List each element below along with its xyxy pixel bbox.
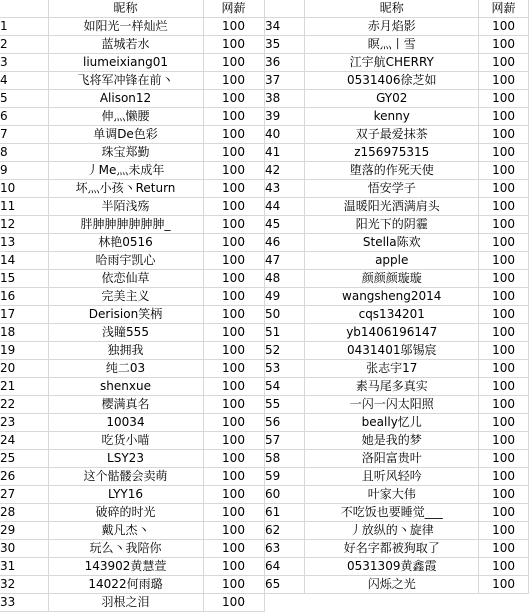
salary-cell[interactable]: 100	[479, 306, 529, 324]
nickname-cell[interactable]: 张志宇17	[305, 360, 479, 378]
table-row	[0, 234, 264, 252]
nickname-cell[interactable]: 14022何雨璐	[48, 576, 203, 594]
nickname-cell[interactable]: 江宇航CHERRY	[305, 54, 479, 72]
row-number-cell[interactable]: 34	[265, 18, 305, 36]
row-number-cell[interactable]: 21	[0, 378, 48, 396]
table-row	[265, 234, 529, 252]
row-number-cell[interactable]: 15	[0, 270, 48, 288]
nickname-cell[interactable]: 0431401邬锡宸	[305, 342, 479, 360]
header-salary[interactable]: 网薪	[479, 0, 529, 18]
nickname-cell[interactable]: 玩么丶我陪你	[48, 540, 203, 558]
nickname-cell[interactable]: 这个骷髅会卖萌	[48, 468, 203, 486]
nickname-cell[interactable]: 独拥我	[48, 342, 203, 360]
salary-cell[interactable]: 100	[479, 576, 529, 594]
table-row	[265, 396, 529, 414]
table-row	[0, 216, 264, 234]
nickname-cell[interactable]: 堕落的作死天使	[305, 162, 479, 180]
nickname-cell[interactable]: 好名字都被狗取了	[305, 540, 479, 558]
nickname-cell[interactable]: z156975315	[305, 144, 479, 162]
salary-cell[interactable]: 100	[479, 72, 529, 90]
salary-cell[interactable]: 100	[479, 504, 529, 522]
table-row	[0, 306, 264, 324]
nickname-cell[interactable]: shenxue	[48, 378, 203, 396]
nickname-cell[interactable]: wangsheng2014	[305, 288, 479, 306]
nickname-cell[interactable]: 赤月焰影	[305, 18, 479, 36]
table-row	[265, 252, 529, 270]
row-number-cell[interactable]: 43	[265, 180, 305, 198]
header-nickname[interactable]: 昵称	[305, 0, 479, 18]
salary-cell[interactable]: 100	[479, 270, 529, 288]
table-row	[0, 540, 264, 558]
salary-cell[interactable]: 100	[203, 450, 264, 468]
nickname-cell[interactable]: 她是我的梦	[305, 432, 479, 450]
header-row	[0, 0, 264, 18]
table-row	[0, 450, 264, 468]
nickname-cell[interactable]: 阳光下的阴霾	[305, 216, 479, 234]
nickname-cell[interactable]: 10034	[48, 414, 203, 432]
row-number-cell[interactable]: 26	[0, 468, 48, 486]
row-number-cell[interactable]: 49	[265, 288, 305, 306]
nickname-cell[interactable]: 丿Me灬未成年	[48, 162, 203, 180]
table-row	[265, 450, 529, 468]
row-number-cell[interactable]: 14	[0, 252, 48, 270]
row-number-cell[interactable]: 2	[0, 36, 48, 54]
salary-cell[interactable]: 100	[479, 252, 529, 270]
nickname-cell[interactable]: 哈雨宇凯心	[48, 252, 203, 270]
row-number-cell[interactable]: 55	[265, 396, 305, 414]
nickname-cell[interactable]: 破碎的时光	[48, 504, 203, 522]
nickname-cell[interactable]: 洛阳富贵叶	[305, 450, 479, 468]
salary-cell[interactable]: 100	[203, 342, 264, 360]
table-row	[0, 432, 264, 450]
row-number-cell[interactable]: 4	[0, 72, 48, 90]
table-row	[0, 324, 264, 342]
row-number-cell[interactable]: 54	[265, 378, 305, 396]
salary-cell[interactable]: 100	[479, 198, 529, 216]
salary-cell[interactable]: 100	[479, 126, 529, 144]
row-number-cell[interactable]: 33	[0, 594, 48, 612]
salary-cell[interactable]: 100	[203, 414, 264, 432]
table-row	[0, 558, 264, 576]
salary-cell[interactable]: 100	[479, 486, 529, 504]
nickname-cell[interactable]: 林艳0516	[48, 234, 203, 252]
salary-cell[interactable]: 100	[479, 180, 529, 198]
nickname-cell[interactable]: 悟安学子	[305, 180, 479, 198]
row-number-cell[interactable]: 48	[265, 270, 305, 288]
table-row	[265, 558, 529, 576]
nickname-cell[interactable]: LSY23	[48, 450, 203, 468]
row-number-cell[interactable]: 50	[265, 306, 305, 324]
salary-cell[interactable]: 100	[203, 504, 264, 522]
table-row	[265, 306, 529, 324]
row-number-cell[interactable]: 32	[0, 576, 48, 594]
row-number-cell[interactable]: 63	[265, 540, 305, 558]
salary-cell[interactable]: 100	[203, 378, 264, 396]
table-row	[265, 72, 529, 90]
header-row	[265, 0, 529, 18]
row-number-cell[interactable]: 60	[265, 486, 305, 504]
row-number-cell[interactable]: 45	[265, 216, 305, 234]
salary-cell[interactable]: 100	[203, 306, 264, 324]
nickname-cell[interactable]: 温暖阳光洒满肩头	[305, 198, 479, 216]
row-number-cell[interactable]: 7	[0, 126, 48, 144]
row-number-cell[interactable]: 28	[0, 504, 48, 522]
nickname-cell[interactable]: 伸灬懒腰	[48, 108, 203, 126]
row-number-cell[interactable]: 65	[265, 576, 305, 594]
salary-cell[interactable]: 100	[479, 396, 529, 414]
salary-cell[interactable]: 100	[479, 216, 529, 234]
table-row	[0, 396, 264, 414]
row-number-cell[interactable]: 23	[0, 414, 48, 432]
row-number-cell[interactable]: 9	[0, 162, 48, 180]
salary-cell[interactable]: 100	[203, 288, 264, 306]
row-number-cell[interactable]: 47	[265, 252, 305, 270]
salary-cell[interactable]: 100	[203, 468, 264, 486]
salary-cell[interactable]: 100	[479, 432, 529, 450]
row-number-cell[interactable]: 16	[0, 288, 48, 306]
row-number-cell[interactable]: 3	[0, 54, 48, 72]
table-row	[265, 198, 529, 216]
salary-cell[interactable]: 100	[203, 180, 264, 198]
salary-cell[interactable]: 100	[479, 360, 529, 378]
nickname-cell[interactable]: 一闪一闪太阳照	[305, 396, 479, 414]
table-row	[0, 288, 264, 306]
nickname-cell[interactable]: Alison12	[48, 90, 203, 108]
salary-cell[interactable]: 100	[203, 432, 264, 450]
nickname-cell[interactable]: 胖胂胂胂胂胂胂_	[48, 216, 203, 234]
salary-cell[interactable]: 100	[203, 252, 264, 270]
table-row	[265, 432, 529, 450]
nickname-cell[interactable]: 且听风轻吟	[305, 468, 479, 486]
table-right	[265, 0, 529, 594]
salary-cell[interactable]: 100	[203, 54, 264, 72]
row-number-cell[interactable]: 8	[0, 144, 48, 162]
row-number-cell[interactable]: 42	[265, 162, 305, 180]
table-row	[265, 270, 529, 288]
table-row	[265, 576, 529, 594]
table-row	[265, 216, 529, 234]
table-row	[265, 342, 529, 360]
nickname-cell[interactable]: 颜颜颜璇璇	[305, 270, 479, 288]
salary-cell[interactable]: 100	[203, 126, 264, 144]
row-number-cell[interactable]: 38	[265, 90, 305, 108]
salary-cell[interactable]: 100	[203, 234, 264, 252]
nickname-cell[interactable]: 坏灬小孩丶Return	[48, 180, 203, 198]
nickname-cell[interactable]: kenny	[305, 108, 479, 126]
salary-cell[interactable]: 100	[479, 36, 529, 54]
row-number-cell[interactable]: 31	[0, 558, 48, 576]
nickname-cell[interactable]: apple	[305, 252, 479, 270]
nickname-cell[interactable]: 闪烁之光	[305, 576, 479, 594]
salary-cell[interactable]: 100	[479, 540, 529, 558]
row-number-cell[interactable]: 5	[0, 90, 48, 108]
row-number-cell[interactable]: 20	[0, 360, 48, 378]
table-row	[0, 162, 264, 180]
table-row	[0, 90, 264, 108]
table-row	[0, 144, 264, 162]
row-number-cell[interactable]: 58	[265, 450, 305, 468]
row-number-cell[interactable]: 41	[265, 144, 305, 162]
row-number-cell[interactable]: 13	[0, 234, 48, 252]
row-number-cell[interactable]: 61	[265, 504, 305, 522]
nickname-cell[interactable]: 樱满真名	[48, 396, 203, 414]
table-row	[0, 270, 264, 288]
table-row	[0, 342, 264, 360]
table-row	[265, 360, 529, 378]
salary-cell[interactable]: 100	[203, 324, 264, 342]
table-row	[0, 378, 264, 396]
nickname-cell[interactable]: yb1406196147	[305, 324, 479, 342]
row-number-cell[interactable]: 6	[0, 108, 48, 126]
nickname-cell[interactable]: 素马尾多真实	[305, 378, 479, 396]
salary-cell[interactable]: 100	[203, 486, 264, 504]
row-number-cell[interactable]: 46	[265, 234, 305, 252]
table-row	[265, 522, 529, 540]
salary-cell[interactable]: 100	[203, 144, 264, 162]
header-salary[interactable]: 网薪	[203, 0, 264, 18]
nickname-cell[interactable]: beally忆儿	[305, 414, 479, 432]
table-row	[0, 504, 264, 522]
row-number-cell[interactable]: 29	[0, 522, 48, 540]
table-row	[0, 108, 264, 126]
table-row	[265, 540, 529, 558]
row-number-cell[interactable]: 62	[265, 522, 305, 540]
table-row	[0, 198, 264, 216]
salary-cell[interactable]: 100	[479, 468, 529, 486]
nickname-cell[interactable]: 依恋仙草	[48, 270, 203, 288]
nickname-cell[interactable]: LYY16	[48, 486, 203, 504]
salary-cell[interactable]: 100	[203, 36, 264, 54]
salary-cell[interactable]: 100	[203, 90, 264, 108]
salary-cell[interactable]: 100	[479, 324, 529, 342]
nickname-cell[interactable]: 半陌浅殇	[48, 198, 203, 216]
salary-cell[interactable]: 100	[203, 576, 264, 594]
table-row	[265, 288, 529, 306]
salary-cell[interactable]: 100	[479, 108, 529, 126]
nickname-cell[interactable]: 飞将军冲锋在前丶	[48, 72, 203, 90]
nickname-cell[interactable]: 143902黄慧萱	[48, 558, 203, 576]
nickname-cell[interactable]: GY02	[305, 90, 479, 108]
nickname-cell[interactable]: 完美主义	[48, 288, 203, 306]
nickname-cell[interactable]: 0531309黄鑫霞	[305, 558, 479, 576]
row-number-cell[interactable]: 40	[265, 126, 305, 144]
salary-cell[interactable]: 100	[203, 198, 264, 216]
salary-cell[interactable]: 100	[203, 72, 264, 90]
row-number-cell[interactable]: 35	[265, 36, 305, 54]
nickname-cell[interactable]: 单调De色彩	[48, 126, 203, 144]
row-number-cell[interactable]: 25	[0, 450, 48, 468]
row-number-cell[interactable]: 17	[0, 306, 48, 324]
nickname-cell[interactable]: 双子最爱抹茶	[305, 126, 479, 144]
row-number-cell[interactable]: 44	[265, 198, 305, 216]
table-row	[265, 162, 529, 180]
row-number-cell[interactable]: 18	[0, 324, 48, 342]
nickname-cell[interactable]: cqs134201	[305, 306, 479, 324]
salary-cell[interactable]: 100	[203, 540, 264, 558]
table-row	[265, 108, 529, 126]
table-row	[0, 576, 264, 594]
table-row	[265, 504, 529, 522]
table-row	[265, 18, 529, 36]
row-number-cell[interactable]: 57	[265, 432, 305, 450]
header-index-cell[interactable]	[265, 0, 305, 18]
table-row	[265, 126, 529, 144]
salary-cell[interactable]: 100	[203, 270, 264, 288]
salary-cell[interactable]: 100	[479, 162, 529, 180]
table-right-body	[265, 18, 529, 594]
table-row	[265, 324, 529, 342]
table-row	[265, 180, 529, 198]
table-row	[0, 72, 264, 90]
salary-cell[interactable]: 100	[479, 414, 529, 432]
salary-cell[interactable]: 100	[203, 108, 264, 126]
row-number-cell[interactable]: 37	[265, 72, 305, 90]
table-row	[0, 252, 264, 270]
nickname-cell[interactable]: 如阳光一样灿烂	[48, 18, 203, 36]
salary-cell[interactable]: 100	[479, 90, 529, 108]
salary-cell[interactable]: 100	[479, 522, 529, 540]
nickname-cell[interactable]: 不吃饭也要睡觉___	[305, 504, 479, 522]
table-row	[265, 468, 529, 486]
table-row	[265, 144, 529, 162]
salary-cell[interactable]: 100	[203, 594, 264, 612]
table-row	[0, 36, 264, 54]
row-number-cell[interactable]: 1	[0, 18, 48, 36]
nickname-cell[interactable]: 浅瞳555	[48, 324, 203, 342]
row-number-cell[interactable]: 27	[0, 486, 48, 504]
table-row	[0, 54, 264, 72]
salary-cell[interactable]: 100	[203, 360, 264, 378]
row-number-cell[interactable]: 10	[0, 180, 48, 198]
salary-cell[interactable]: 100	[479, 450, 529, 468]
nickname-cell[interactable]: Derision笑柄	[48, 306, 203, 324]
table-row	[265, 90, 529, 108]
table-row	[0, 360, 264, 378]
nickname-cell[interactable]: 珠宝郑勤	[48, 144, 203, 162]
header-nickname[interactable]: 昵称	[48, 0, 203, 18]
nickname-cell[interactable]: liumeixiang01	[48, 54, 203, 72]
salary-cell[interactable]: 100	[479, 558, 529, 576]
table-row	[0, 486, 264, 504]
table-row	[265, 414, 529, 432]
nickname-cell[interactable]: Stella陈欢	[305, 234, 479, 252]
row-number-cell[interactable]: 11	[0, 198, 48, 216]
row-number-cell[interactable]: 64	[265, 558, 305, 576]
nickname-cell[interactable]: 0531406徐芝如	[305, 72, 479, 90]
table-row	[265, 54, 529, 72]
salary-cell[interactable]: 100	[479, 342, 529, 360]
nickname-cell[interactable]: 丿放纵的丶旋律	[305, 522, 479, 540]
header-index-cell[interactable]	[0, 0, 48, 18]
table-row	[0, 522, 264, 540]
row-number-cell[interactable]: 12	[0, 216, 48, 234]
table-row	[0, 594, 264, 612]
table-row	[0, 126, 264, 144]
nickname-cell[interactable]: 羽根之泪	[48, 594, 203, 612]
salary-cell[interactable]: 100	[479, 18, 529, 36]
row-number-cell[interactable]: 30	[0, 540, 48, 558]
row-number-cell[interactable]: 52	[265, 342, 305, 360]
table-row	[265, 36, 529, 54]
row-number-cell[interactable]: 39	[265, 108, 305, 126]
table-row	[0, 468, 264, 486]
salary-cell[interactable]: 100	[479, 288, 529, 306]
salary-cell[interactable]: 100	[203, 396, 264, 414]
salary-cell[interactable]: 100	[203, 162, 264, 180]
table-row	[265, 486, 529, 504]
row-number-cell[interactable]: 51	[265, 324, 305, 342]
salary-cell[interactable]: 100	[479, 378, 529, 396]
salary-cell[interactable]: 100	[479, 234, 529, 252]
row-number-cell[interactable]: 24	[0, 432, 48, 450]
row-number-cell[interactable]: 53	[265, 360, 305, 378]
nickname-cell[interactable]: 纯二03	[48, 360, 203, 378]
nickname-cell[interactable]: 蓝城若水	[48, 36, 203, 54]
salary-cell[interactable]: 100	[203, 18, 264, 36]
table-row	[265, 378, 529, 396]
salary-cell[interactable]: 100	[203, 558, 264, 576]
nickname-cell[interactable]: 叶家大伟	[305, 486, 479, 504]
salary-cell[interactable]: 100	[203, 216, 264, 234]
row-number-cell[interactable]: 56	[265, 414, 305, 432]
nickname-cell[interactable]: 戴凡杰丶	[48, 522, 203, 540]
table-row	[0, 180, 264, 198]
nickname-cell[interactable]: 瞑灬丨雪	[305, 36, 479, 54]
salary-cell[interactable]: 100	[203, 522, 264, 540]
row-number-cell[interactable]: 22	[0, 396, 48, 414]
table-left-body	[0, 18, 264, 612]
salary-cell[interactable]: 100	[479, 54, 529, 72]
nickname-cell[interactable]: 吃货小喵	[48, 432, 203, 450]
row-number-cell[interactable]: 36	[265, 54, 305, 72]
salary-cell[interactable]: 100	[479, 144, 529, 162]
row-number-cell[interactable]: 19	[0, 342, 48, 360]
row-number-cell[interactable]: 59	[265, 468, 305, 486]
table-row	[0, 18, 264, 36]
table-row	[0, 414, 264, 432]
